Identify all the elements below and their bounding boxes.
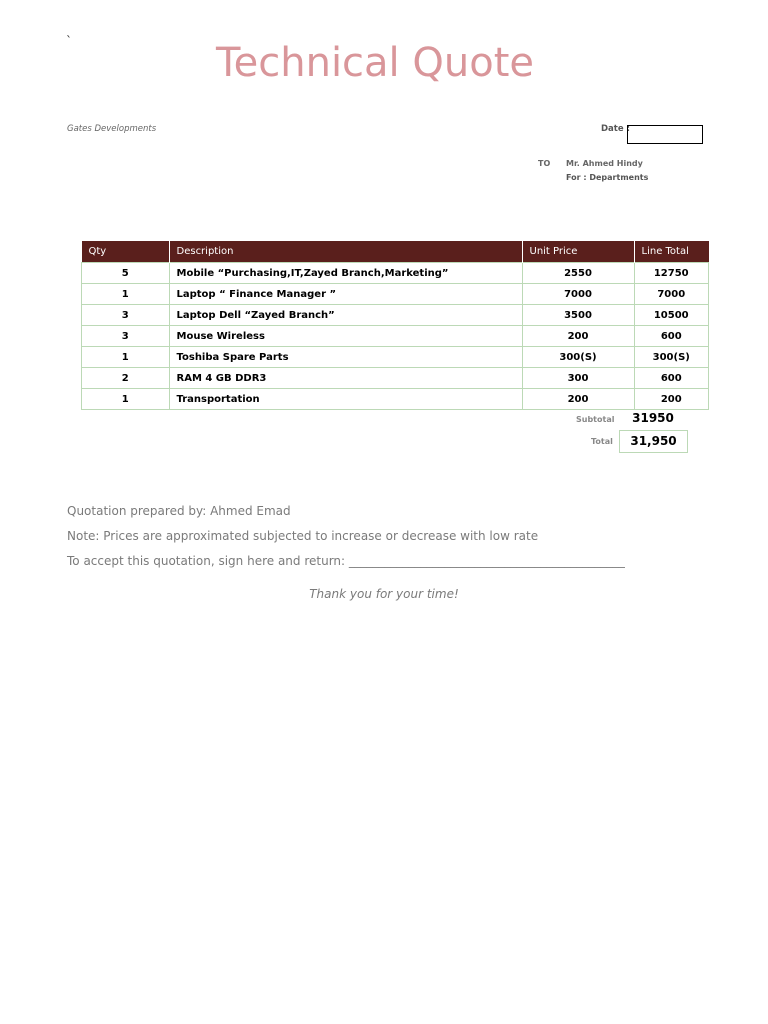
- row-description: RAM 4 GB DDR3: [169, 368, 522, 389]
- to-label: TO: [538, 159, 551, 168]
- price-note-text: Note: Prices are approximated subjected to increase or decrease with low rate: [67, 529, 539, 543]
- subtotal-value: 31950: [632, 411, 674, 425]
- row-line-total: 300(S): [634, 347, 709, 368]
- row-line-total: 10500: [634, 305, 709, 326]
- table-row: [82, 305, 709, 326]
- row-line-total: 7000: [634, 284, 709, 305]
- subtotal-label: Subtotal: [576, 415, 615, 424]
- stray-mark: `: [66, 34, 72, 48]
- row-qty: 2: [82, 368, 170, 389]
- row-qty: 1: [82, 347, 170, 368]
- header-description: Description: [169, 241, 522, 263]
- table-row: [82, 263, 709, 284]
- row-description: Toshiba Spare Parts: [169, 347, 522, 368]
- company-name: Gates Developments: [67, 124, 157, 134]
- recipient-name: Mr. Ahmed Hindy: [566, 159, 643, 168]
- row-qty: 3: [82, 305, 170, 326]
- recipient-department: For : Departments: [566, 173, 649, 182]
- table-header-row: [82, 241, 709, 263]
- date-label: Date :: [601, 124, 630, 134]
- row-qty: 3: [82, 326, 170, 347]
- row-qty: 1: [82, 389, 170, 410]
- header-line-total: Line Total: [634, 241, 709, 263]
- row-line-total: 12750: [634, 263, 709, 284]
- quote-items-table: [81, 241, 709, 410]
- row-unit-price: 200: [522, 326, 634, 347]
- table-row: [82, 284, 709, 305]
- date-field[interactable]: [627, 125, 703, 144]
- row-unit-price: 7000: [522, 284, 634, 305]
- accept-signature-line: To accept this quotation, sign here and return: ______________________________________________: [67, 554, 625, 568]
- row-qty: 1: [82, 284, 170, 305]
- total-value: 31,950: [619, 430, 688, 453]
- document-title: Technical Quote: [216, 40, 534, 86]
- thank-you-text: Thank you for your time!: [309, 587, 459, 601]
- row-qty: 5: [82, 263, 170, 284]
- total-label: Total: [591, 437, 613, 446]
- row-description: Laptop “ Finance Manager ”: [169, 284, 522, 305]
- row-description: Mobile “Purchasing,IT,Zayed Branch,Marketing”: [169, 263, 522, 284]
- table-row: [82, 368, 709, 389]
- row-line-total: 200: [634, 389, 709, 410]
- row-description: Mouse Wireless: [169, 326, 522, 347]
- row-unit-price: 3500: [522, 305, 634, 326]
- header-qty: Qty: [82, 241, 170, 263]
- row-description: Laptop Dell “Zayed Branch”: [169, 305, 522, 326]
- row-unit-price: 2550: [522, 263, 634, 284]
- row-unit-price: 200: [522, 389, 634, 410]
- table-row: [82, 347, 709, 368]
- prepared-by-text: Quotation prepared by: Ahmed Emad: [67, 504, 291, 518]
- row-line-total: 600: [634, 368, 709, 389]
- row-line-total: 600: [634, 326, 709, 347]
- row-unit-price: 300: [522, 368, 634, 389]
- row-description: Transportation: [169, 389, 522, 410]
- table-row: [82, 389, 709, 410]
- table-row: [82, 326, 709, 347]
- row-unit-price: 300(S): [522, 347, 634, 368]
- header-unit-price: Unit Price: [522, 241, 634, 263]
